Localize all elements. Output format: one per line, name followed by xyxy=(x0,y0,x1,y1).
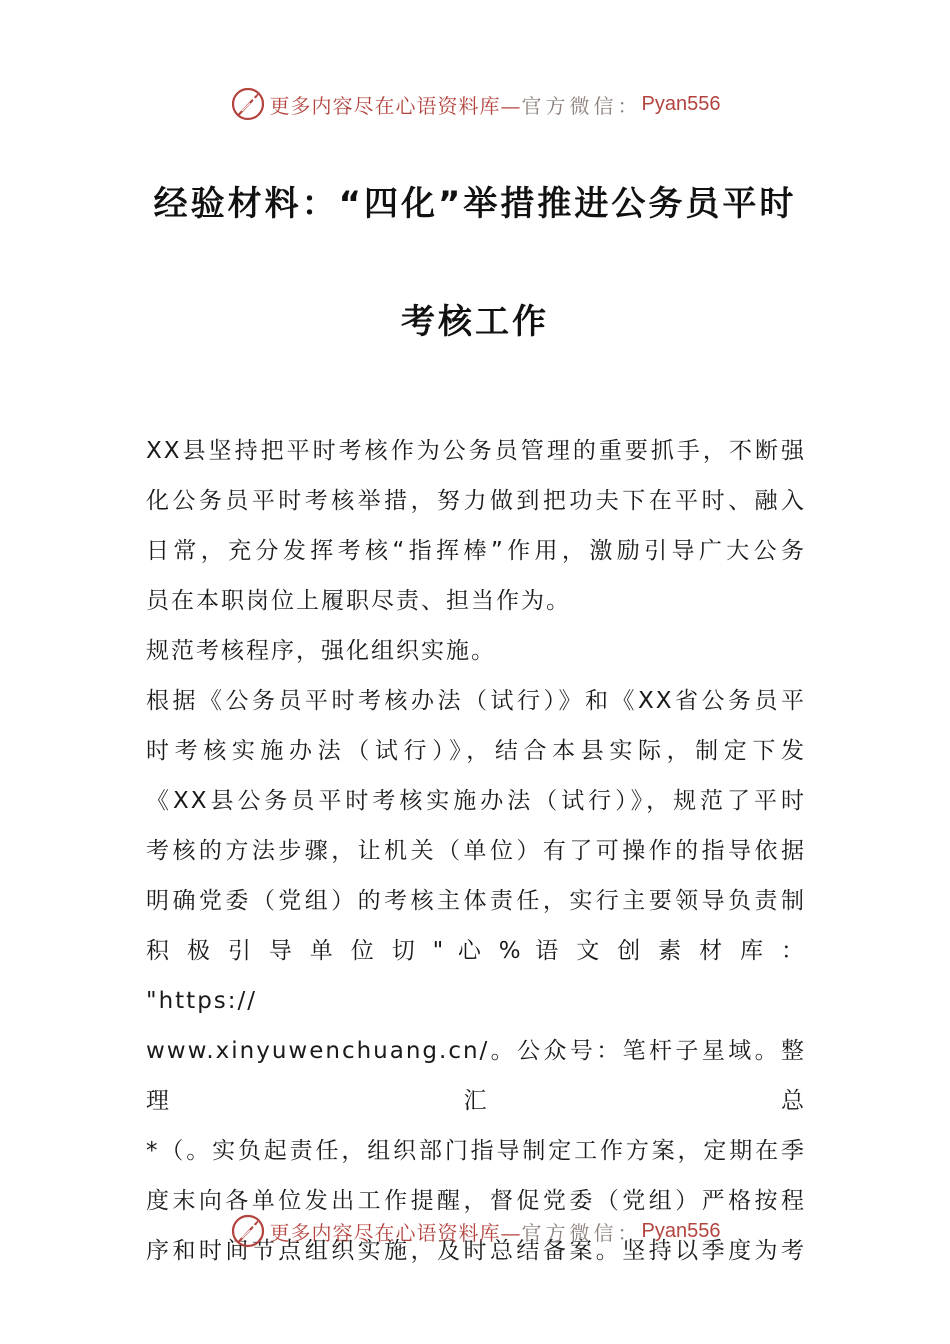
wechat-label: 官方微信： xyxy=(521,1220,642,1245)
body-line: XX县坚持把平时考核作为公务员管理的重要抓手，不断强 xyxy=(146,438,806,464)
body-line: 积 极 引 导 单 位 切 " 心 % 语 文 创 素 材 库 ： "https:// xyxy=(146,938,806,1014)
quill-pen-logo-icon xyxy=(230,86,266,122)
body-line: 日常，充分发挥考核“指挥棒”作用，激励引导广大公务 xyxy=(146,538,806,564)
wechat-id: Pyan556 xyxy=(641,92,721,115)
section-heading: 规范考核程序，强化组织实施。 xyxy=(146,638,496,664)
title-line-2: 考核工作 xyxy=(401,302,549,342)
body-line: 时考核实施办法（试行）》，结合本县实际，制定下发 xyxy=(146,738,806,764)
body-line: 序和时间节点组织实施，及时总结备案。坚持以季度为考 xyxy=(146,1238,806,1264)
footer-banner xyxy=(0,1211,950,1251)
body-line: 《XX县公务员平时考核实施办法（试行）》，规范了平时 xyxy=(146,788,806,814)
wechat-id: Pyan556 xyxy=(641,1219,721,1242)
body-line: www.xinyuwenchuang.cn/。公众号：笔杆子星域。整理汇总 xyxy=(146,1038,806,1114)
wechat-label: 官方微信： xyxy=(521,93,642,118)
body-line: 明确党委（党组）的考核主体责任，实行主要领导负责制 xyxy=(146,888,806,914)
body-line: 员在本职岗位上履职尽责、担当作为。 xyxy=(146,588,571,614)
header-banner xyxy=(0,84,950,124)
body-line: 度末向各单位发出工作提醒，督促党委（党组）严格按程 xyxy=(146,1188,806,1214)
body-line: 化公务员平时考核举措，努力做到把功夫下在平时、融入 xyxy=(146,488,806,514)
body-text xyxy=(146,426,806,1276)
body-line: 考核的方法步骤，让机关（单位）有了可操作的指导依据 xyxy=(146,838,806,864)
banner-text: 更多内容尽在心语资料库— xyxy=(269,1220,522,1245)
quill-pen-logo-icon xyxy=(230,1213,266,1249)
title-line-1: 经验材料：“四化”举措推进公务员平时 xyxy=(153,184,797,224)
body-line: *（。实负起责任，组织部门指导制定工作方案，定期在季 xyxy=(146,1138,806,1164)
body-line: 根据《公务员平时考核办法（试行）》和《XX省公务员平 xyxy=(146,688,806,714)
banner-text: 更多内容尽在心语资料库— xyxy=(269,93,522,118)
